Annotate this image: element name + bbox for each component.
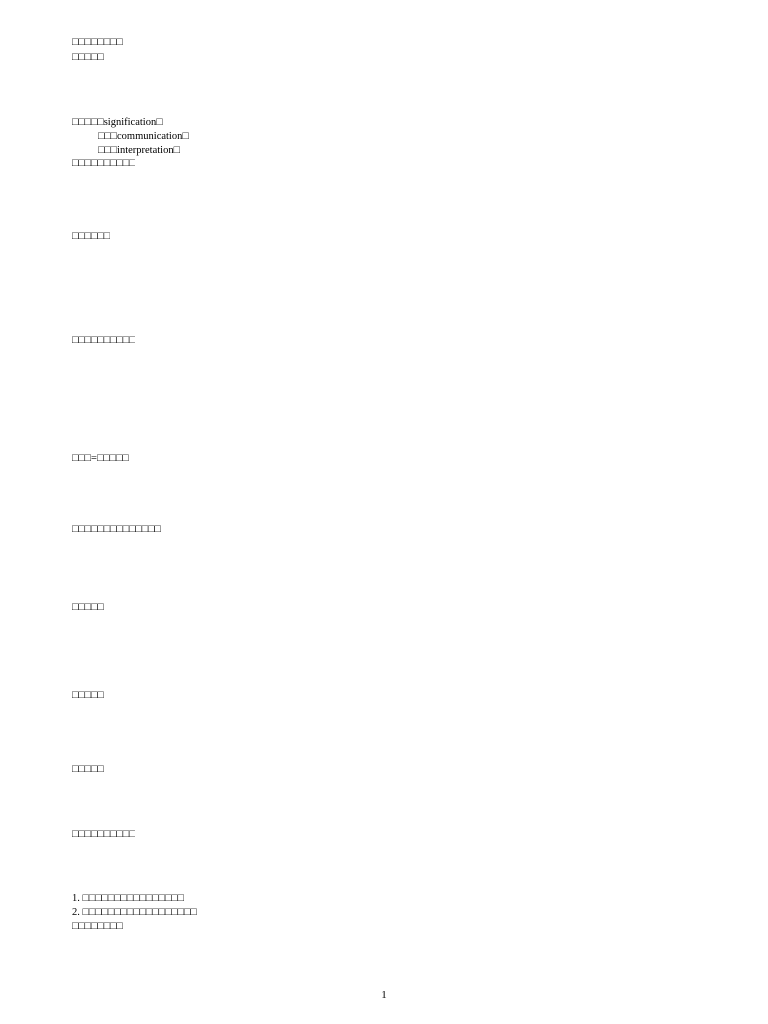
heading-line: □□□□□: [72, 52, 104, 63]
heading-line: □□□□□□: [72, 231, 111, 242]
indented-line: □□□communication□: [98, 131, 189, 142]
heading-line: □□□=□□□□□: [72, 453, 129, 464]
heading-line: 2. □□□□□□□□□□□□□□□□□□: [72, 907, 197, 918]
heading-line: □□□□□□□□: [72, 37, 123, 48]
indented-line: □□□interpretation□: [98, 145, 180, 156]
heading-line: □□□□□□□□□□□□□□: [72, 524, 161, 535]
heading-line: □□□□□□□□□□: [72, 158, 136, 169]
heading-line: □□□□□: [72, 602, 104, 613]
heading-line: □□□□□□□□: [72, 921, 123, 932]
heading-line: □□□□□signification□: [72, 117, 163, 128]
heading-line: □□□□□□□□□□: [72, 829, 136, 840]
heading-line: □□□□□: [72, 764, 104, 775]
heading-line: 1. □□□□□□□□□□□□□□□□: [72, 893, 184, 904]
heading-line: □□□□□□□□□□: [72, 335, 136, 346]
page-number: 1: [381, 989, 387, 1001]
heading-line: □□□□□: [72, 690, 104, 701]
